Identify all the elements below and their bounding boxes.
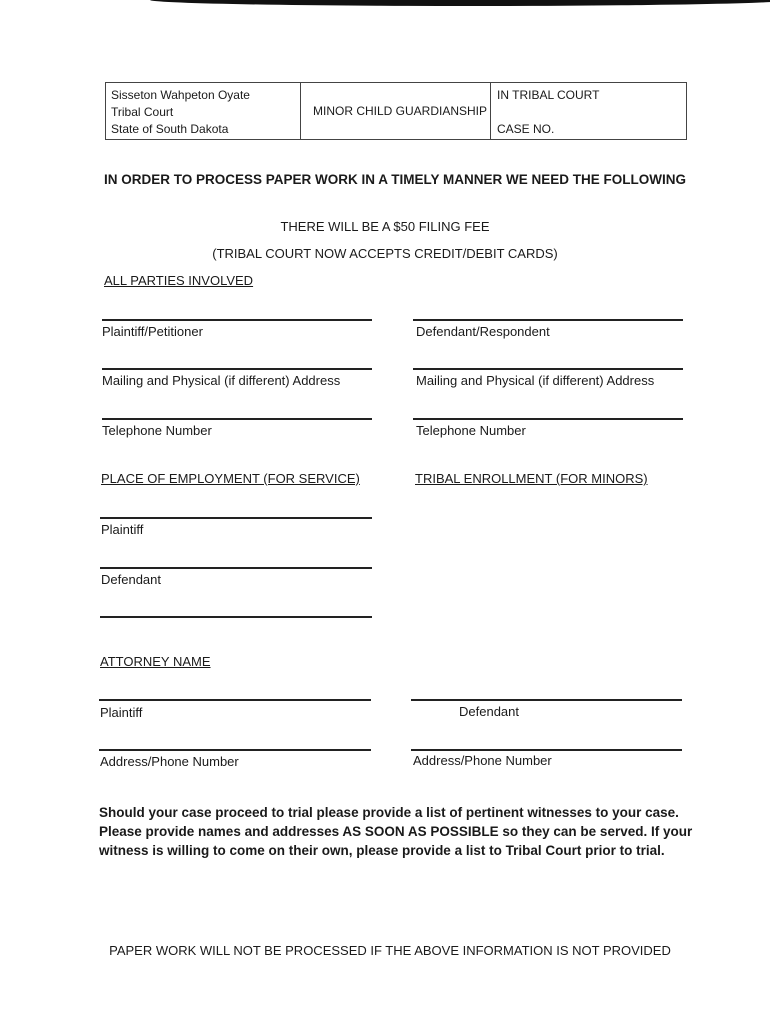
plaintiff-address-line[interactable] — [102, 368, 372, 370]
defendant-respondent-line[interactable] — [413, 319, 683, 321]
tribe-name: Sisseton Wahpeton Oyate — [111, 88, 250, 102]
attorney-heading: ATTORNEY NAME — [100, 654, 211, 669]
filing-fee-text: THERE WILL BE A $50 FILING FEE — [280, 219, 490, 234]
notice-title: IN ORDER TO PROCESS PAPER WORK IN A TIMELY MANNER WE NEED THE FOLLOWING — [103, 172, 687, 187]
attorney-defendant-label: Defendant — [459, 704, 519, 719]
employment-defendant-line[interactable] — [100, 567, 372, 569]
case-number-cell — [491, 83, 686, 139]
defendant-phone-label: Telephone Number — [416, 423, 526, 438]
defendant-phone-line[interactable] — [413, 418, 683, 420]
parties-heading: ALL PARTIES INVOLVED — [104, 273, 254, 288]
case-type-label: MINOR CHILD GUARDIANSHIP — [313, 104, 488, 118]
attorney-plaintiff-label: Plaintiff — [100, 705, 143, 720]
witness-instructions: Should your case proceed to trial please provide a list of pertinent witnesses to your case. Please provide names and addresses AS SOON AS POSSIBLE so they can be served. If your witness is willing to come on their own, please provide a list to Tribal Court prior to trial. — [99, 805, 693, 858]
employment-defendant-label: Defendant — [101, 572, 161, 587]
card-payment-text: (TRIBAL COURT NOW ACCEPTS CREDIT/DEBIT CARDS) — [212, 246, 558, 261]
attorney-defendant-line[interactable] — [411, 699, 682, 701]
employment-heading: PLACE OF EMPLOYMENT (FOR SERVICE) — [101, 471, 360, 486]
attorney-defendant-address-label: Address/Phone Number — [413, 753, 552, 768]
employment-extra-line[interactable] — [100, 616, 372, 618]
attorney-defendant-address-line[interactable] — [411, 749, 682, 751]
plaintiff-petitioner-label: Plaintiff/Petitioner — [102, 324, 203, 339]
in-tribal-court-label: IN TRIBAL COURT — [497, 88, 600, 102]
attorney-plaintiff-address-line[interactable] — [99, 749, 371, 751]
plaintiff-petitioner-line[interactable] — [102, 319, 372, 321]
attorney-plaintiff-address-label: Address/Phone Number — [100, 754, 239, 769]
processing-warning: PAPER WORK WILL NOT BE PROCESSED IF THE ABOVE INFORMATION IS NOT PROVIDED — [109, 943, 671, 958]
scan-shadow — [150, 0, 770, 6]
defendant-address-label: Mailing and Physical (if different) Address — [416, 373, 655, 388]
court-name: Tribal Court — [111, 105, 174, 119]
case-number-label: CASE NO. — [497, 122, 555, 136]
defendant-respondent-label: Defendant/Respondent — [416, 324, 550, 339]
plaintiff-address-label: Mailing and Physical (if different) Address — [102, 373, 341, 388]
court-info — [106, 83, 301, 139]
plaintiff-phone-line[interactable] — [102, 418, 372, 420]
plaintiff-phone-label: Telephone Number — [102, 423, 212, 438]
state-name: State of South Dakota — [111, 122, 229, 136]
case-header — [105, 82, 687, 140]
defendant-address-line[interactable] — [413, 368, 683, 370]
employment-plaintiff-line[interactable] — [100, 517, 372, 519]
attorney-plaintiff-line[interactable] — [99, 699, 371, 701]
employment-plaintiff-label: Plaintiff — [101, 522, 144, 537]
case-type — [301, 83, 491, 139]
enrollment-heading: TRIBAL ENROLLMENT (FOR MINORS) — [415, 471, 648, 486]
